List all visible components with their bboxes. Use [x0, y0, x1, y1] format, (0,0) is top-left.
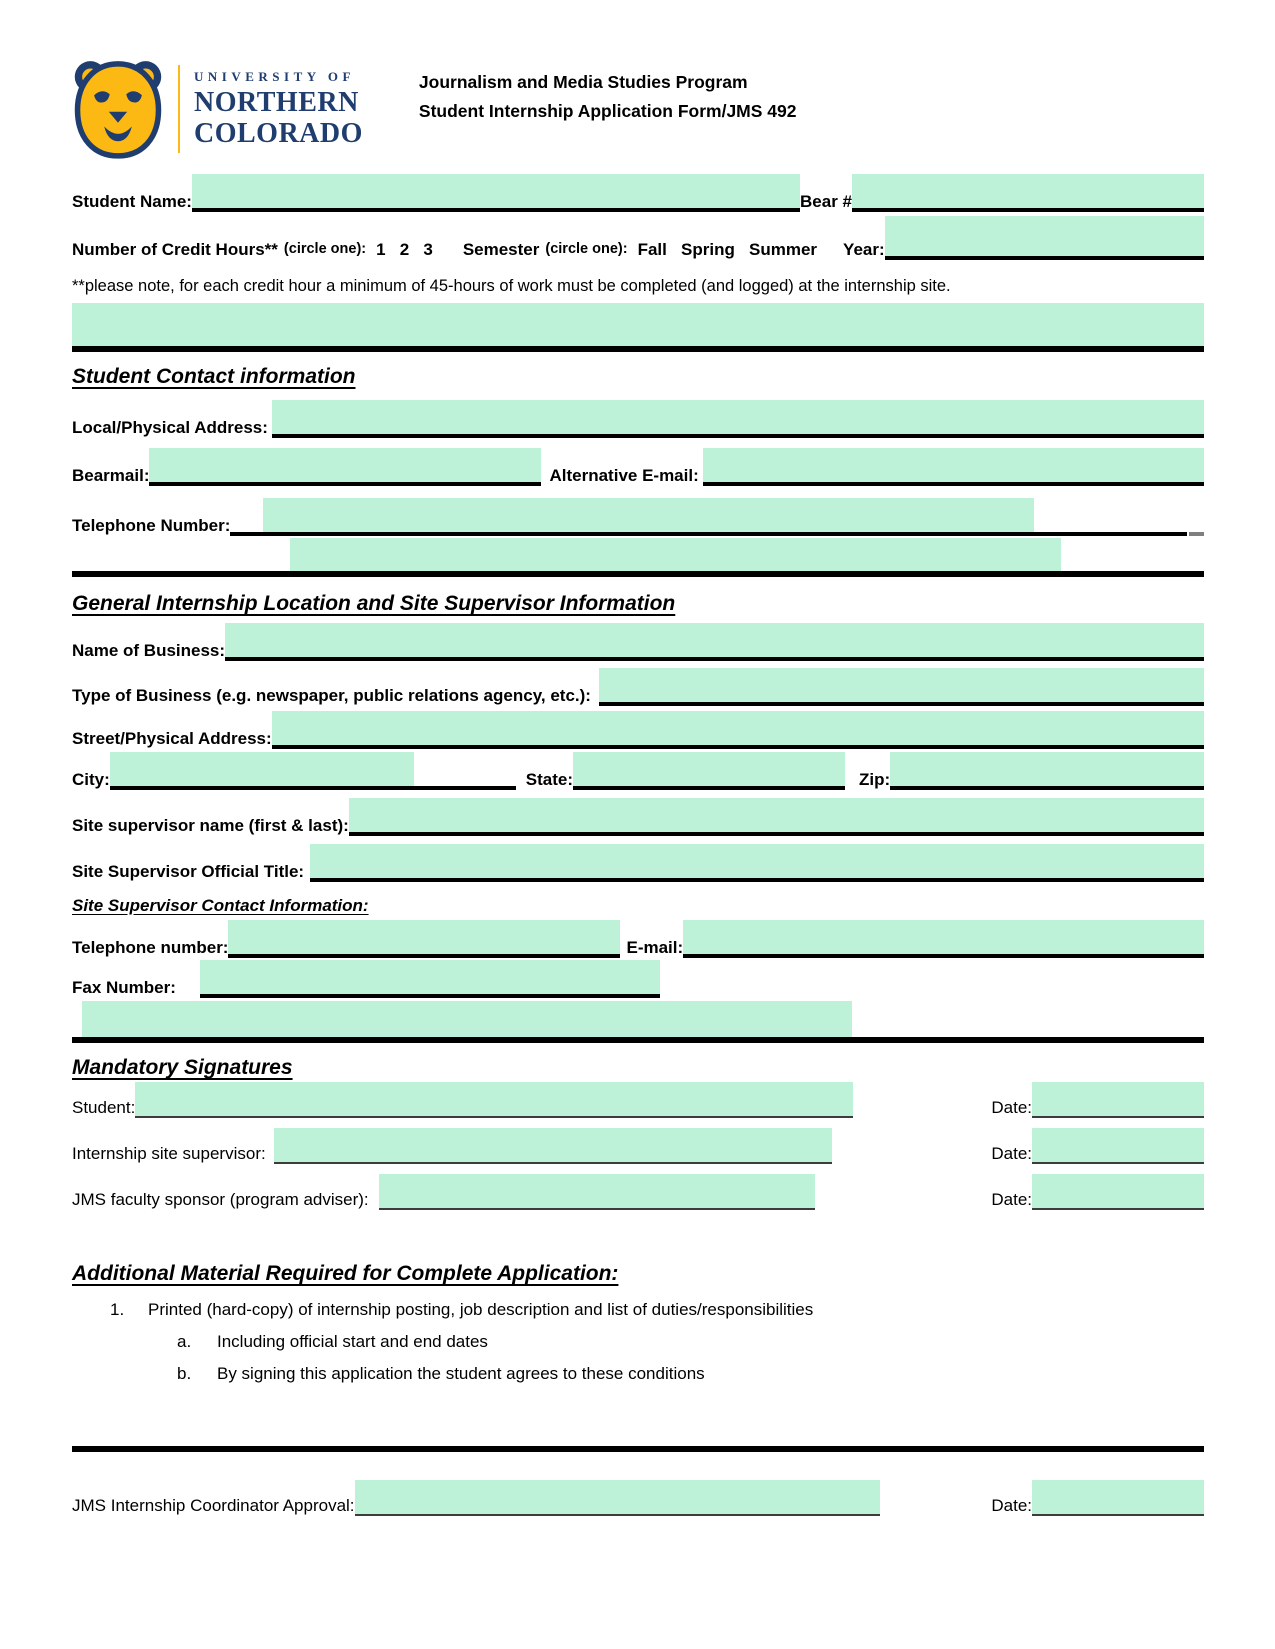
business-type-row: [72, 668, 1204, 706]
additional-material-heading: Additional Material Required for Complete Application:: [72, 1262, 619, 1285]
supervisor-contact-heading: Site Supervisor Contact Information:: [72, 896, 369, 915]
coordinator-date-field[interactable]: [1032, 1480, 1204, 1516]
year-field[interactable]: [885, 216, 1204, 260]
fax-row: [72, 960, 1204, 998]
site-supervisor-date-label: Date:: [991, 1144, 1032, 1163]
supervisor-email-field[interactable]: [683, 920, 1204, 958]
item-1b-text: By signing this application the student agrees to these conditions: [217, 1364, 705, 1383]
local-address-row: [72, 400, 1204, 438]
item-1-text: Printed (hard-copy) of internship posting, job description and list of duties/responsibilities: [148, 1300, 814, 1319]
coordinator-date-label: Date:: [991, 1496, 1032, 1515]
bearmail-highlight: [149, 448, 541, 482]
logo-divider: [178, 65, 180, 153]
telephone-highlight-continuation: [290, 538, 1061, 571]
semester-circle-one-label: (circle one):: [545, 241, 628, 257]
zip-label: Zip:: [859, 770, 891, 789]
street-address-label: Street/Physical Address:: [72, 729, 272, 748]
student-date-field[interactable]: [1032, 1082, 1204, 1118]
unc-logo: [72, 58, 363, 160]
year-highlight: [885, 216, 1204, 256]
site-supervisor-date-highlight: [1032, 1128, 1204, 1162]
item-1b-number: b.: [177, 1364, 192, 1383]
credit-hours-row: [72, 216, 1204, 260]
highlight-bar: [72, 303, 1204, 346]
bearmail-label: Bearmail:: [72, 466, 150, 485]
bearmail-field[interactable]: [149, 448, 541, 486]
site-supervisor-signature-label: Internship site supervisor:: [72, 1144, 266, 1163]
street-address-field[interactable]: [272, 711, 1204, 749]
fax-label: Fax Number:: [72, 978, 176, 997]
business-type-field[interactable]: [599, 668, 1204, 706]
faculty-sponsor-date-highlight: [1032, 1174, 1204, 1208]
zip-field[interactable]: [890, 752, 1204, 790]
supervisor-name-row: [72, 798, 1204, 836]
student-signature-row: [72, 1082, 1204, 1118]
student-date-highlight: [1032, 1082, 1204, 1116]
bear-number-highlight: [852, 174, 1204, 208]
form-header: [72, 58, 1204, 160]
supervisor-email-label: E-mail:: [626, 938, 684, 957]
header-titles: [419, 68, 797, 126]
credit-hours-label: Number of Credit Hours**: [72, 240, 278, 259]
student-signature-label: Student:: [72, 1098, 136, 1117]
business-type-label: Type of Business (e.g. newspaper, public relations agency, etc.):: [72, 686, 591, 705]
credit-hours-note: **please note, for each credit hour a minimum of 45-hours of work must be completed (and logged) at the internship site.: [72, 277, 951, 295]
business-name-row: [72, 623, 1204, 661]
street-address-row: [72, 711, 1204, 749]
city-label: City:: [72, 770, 110, 789]
bear-number-label: Bear #: [800, 192, 852, 211]
section-divider-2: [72, 571, 1204, 577]
additional-item-1b: [72, 1364, 1204, 1384]
business-name-field[interactable]: [225, 623, 1204, 661]
supervisor-title-highlight: [310, 844, 1204, 878]
student-name-label: Student Name:: [72, 192, 192, 211]
alt-email-label: Alternative E-mail:: [549, 466, 699, 485]
credit-circle-one-label: (circle one):: [283, 241, 367, 257]
site-supervisor-signature-field[interactable]: [274, 1128, 832, 1164]
internship-info-heading: General Internship Location and Site Supervisor Information: [72, 592, 676, 615]
coordinator-approval-label: JMS Internship Coordinator Approval:: [72, 1496, 355, 1515]
item-1a-number: a.: [177, 1332, 192, 1351]
section-divider-4: [72, 1446, 1204, 1452]
state-field[interactable]: [573, 752, 845, 790]
coordinator-date-highlight: [1032, 1480, 1204, 1514]
faculty-sponsor-date-field[interactable]: [1032, 1174, 1204, 1210]
supervisor-name-label: Site supervisor name (first & last):: [72, 816, 349, 835]
supervisor-title-field[interactable]: [310, 844, 1204, 882]
supervisor-telephone-highlight: [228, 920, 620, 954]
section-divider-1: [72, 346, 1204, 352]
zip-highlight: [890, 752, 1204, 786]
business-name-highlight: [225, 623, 1204, 657]
business-name-label: Name of Business:: [72, 641, 226, 660]
item-1a-text: Including official start and end dates: [217, 1332, 488, 1351]
supervisor-name-highlight: [349, 798, 1204, 832]
supervisor-title-label: Site Supervisor Official Title:: [72, 862, 305, 881]
wordmark-colorado: COLORADO: [194, 118, 363, 149]
site-supervisor-date-field[interactable]: [1032, 1128, 1204, 1164]
state-highlight: [573, 752, 845, 786]
additional-item-1a: [72, 1332, 1204, 1352]
faculty-sponsor-signature-field[interactable]: [379, 1174, 815, 1210]
semester-label: Semester: [462, 240, 540, 259]
supervisor-title-row: [72, 844, 1204, 882]
student-name-highlight: [192, 174, 800, 208]
city-field[interactable]: [110, 752, 516, 790]
city-highlight: [110, 752, 414, 786]
student-name-field[interactable]: [192, 174, 800, 212]
local-address-label: Local/Physical Address:: [72, 418, 268, 437]
fax-highlight-continuation: [82, 1001, 852, 1037]
student-signature-highlight: [135, 1082, 853, 1116]
telephone-highlight: [263, 498, 1034, 532]
student-name-row: [72, 174, 1204, 212]
coordinator-approval-row: [72, 1480, 1204, 1516]
additional-item-1: [72, 1300, 1204, 1320]
supervisor-telephone-label: Telephone number:: [72, 938, 229, 957]
semester-options: Fall Spring Summer: [637, 240, 818, 259]
faculty-sponsor-date-label: Date:: [991, 1190, 1032, 1209]
item-1-number: 1.: [110, 1300, 125, 1319]
supervisor-telephone-row: [72, 920, 1204, 958]
telephone-underline-tail: [1189, 498, 1204, 536]
telephone-field[interactable]: [230, 498, 1187, 536]
telephone-label: Telephone Number:: [72, 516, 231, 535]
alt-email-field[interactable]: [703, 448, 1204, 486]
supervisor-telephone-field[interactable]: [228, 920, 620, 958]
year-label: Year:: [843, 240, 885, 259]
business-type-highlight: [599, 668, 1204, 702]
site-supervisor-signature-row: [72, 1128, 1204, 1164]
faculty-sponsor-signature-label: JMS faculty sponsor (program adviser):: [72, 1190, 369, 1209]
coordinator-approval-highlight: [355, 1480, 880, 1514]
signatures-heading: Mandatory Signatures: [72, 1056, 293, 1079]
wordmark-northern: NORTHERN: [194, 87, 359, 118]
unc-bear-mascot-icon: [72, 58, 164, 160]
supervisor-email-highlight: [683, 920, 1204, 954]
fax-field[interactable]: [200, 960, 660, 998]
program-title: Journalism and Media Studies Program: [418, 72, 748, 92]
telephone-row: [72, 498, 1204, 536]
fax-highlight: [200, 960, 660, 994]
city-state-zip-row: [72, 752, 1204, 790]
form-title: Student Internship Application Form/JMS 492: [418, 101, 797, 121]
site-supervisor-signature-highlight: [274, 1128, 832, 1162]
faculty-sponsor-signature-highlight: [379, 1174, 815, 1208]
student-contact-heading: Student Contact information: [72, 365, 356, 388]
street-address-highlight: [272, 711, 1204, 745]
state-label: State:: [525, 770, 574, 789]
section-divider-3: [72, 1037, 1204, 1043]
credit-options: 1 2 3: [376, 240, 433, 259]
local-address-field[interactable]: [272, 400, 1204, 438]
student-signature-field[interactable]: [135, 1082, 853, 1118]
local-address-highlight: [272, 400, 1204, 434]
coordinator-approval-field[interactable]: [355, 1480, 880, 1516]
faculty-sponsor-signature-row: [72, 1174, 1204, 1210]
unc-wordmark: [194, 69, 363, 149]
email-row: [72, 448, 1204, 486]
alt-email-highlight: [703, 448, 1204, 482]
student-date-label: Date:: [991, 1098, 1032, 1117]
bear-number-field[interactable]: [852, 174, 1204, 212]
wordmark-university-of: UNIVERSITY OF: [194, 69, 355, 84]
supervisor-name-field[interactable]: [349, 798, 1204, 836]
